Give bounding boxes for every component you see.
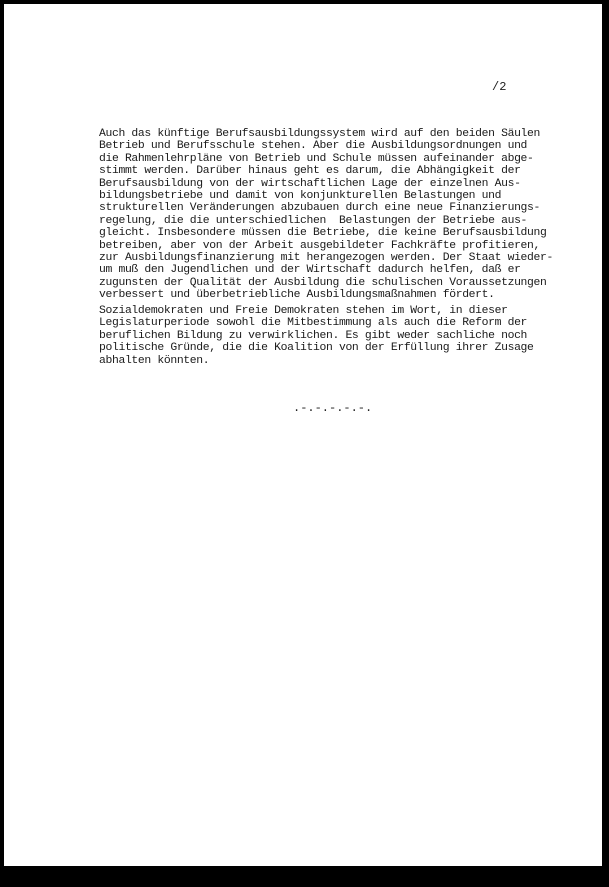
document-page xyxy=(4,4,602,866)
paragraph-2 xyxy=(99,305,602,367)
text-line: Sozialdemokraten und Freie Demokraten stehen im Wort, in dieser xyxy=(99,305,508,317)
text-line: um muß den Jugendlichen und der Wirtschaft dadurch helfen, daß er xyxy=(99,264,521,277)
text-line: Legislaturperiode sowohl die Mitbestimmung als auch die Reform der xyxy=(99,317,528,330)
text-line: regelung, die die unterschiedlichen Belastungen der Betriebe aus- xyxy=(99,214,528,227)
page-number: /2 xyxy=(492,80,507,94)
text-line: bildungsbetriebe und damit von konjunkturellen Belastungen und xyxy=(99,190,502,203)
paragraph-1 xyxy=(99,128,602,302)
text-line: betreiben, aber von der Arbeit ausgebildeter Fachkräfte profitieren, xyxy=(99,239,541,252)
text-line: stimmt werden. Darüber hinaus geht es darum, die Abhängigkeit der xyxy=(99,165,521,178)
text-line: zugunsten der Qualität der Ausbildung die schulischen Voraussetzungen xyxy=(99,276,547,289)
end-mark: .-.-.-.-.-. xyxy=(293,401,373,415)
text-line: zur Ausbildungsfinanzierung mit herangezogen werden. Der Staat wieder- xyxy=(99,252,553,265)
text-line: politische Gründe, die die Koalition von der Erfüllung ihrer Zusage xyxy=(99,342,534,355)
text-line: strukturellen Veränderungen abzubauen durch eine neue Finanzierungs- xyxy=(99,202,541,215)
text-line: Betrieb und Berufsschule stehen. Aber die Ausbildungsordnungen und xyxy=(99,140,528,153)
text-line: die Rahmenlehrpläne von Betrieb und Schule müssen aufeinander abge- xyxy=(99,152,534,165)
text-line: Berufsausbildung von der wirtschaftlichen Lage der einzelnen Aus- xyxy=(99,177,521,190)
text-line: beruflichen Bildung zu verwirklichen. Es gibt weder sachliche noch xyxy=(99,329,528,342)
text-line: gleicht. Insbesondere müssen die Betriebe, die keine Berufsausbildung xyxy=(99,227,547,240)
text-line: verbessert und überbetriebliche Ausbildungsmaßnahmen fördert. xyxy=(99,289,495,302)
text-line: Auch das künftige Berufsausbildungssystem wird auf den beiden Säulen xyxy=(99,128,541,140)
text-line: abhalten könnten. xyxy=(99,354,210,367)
